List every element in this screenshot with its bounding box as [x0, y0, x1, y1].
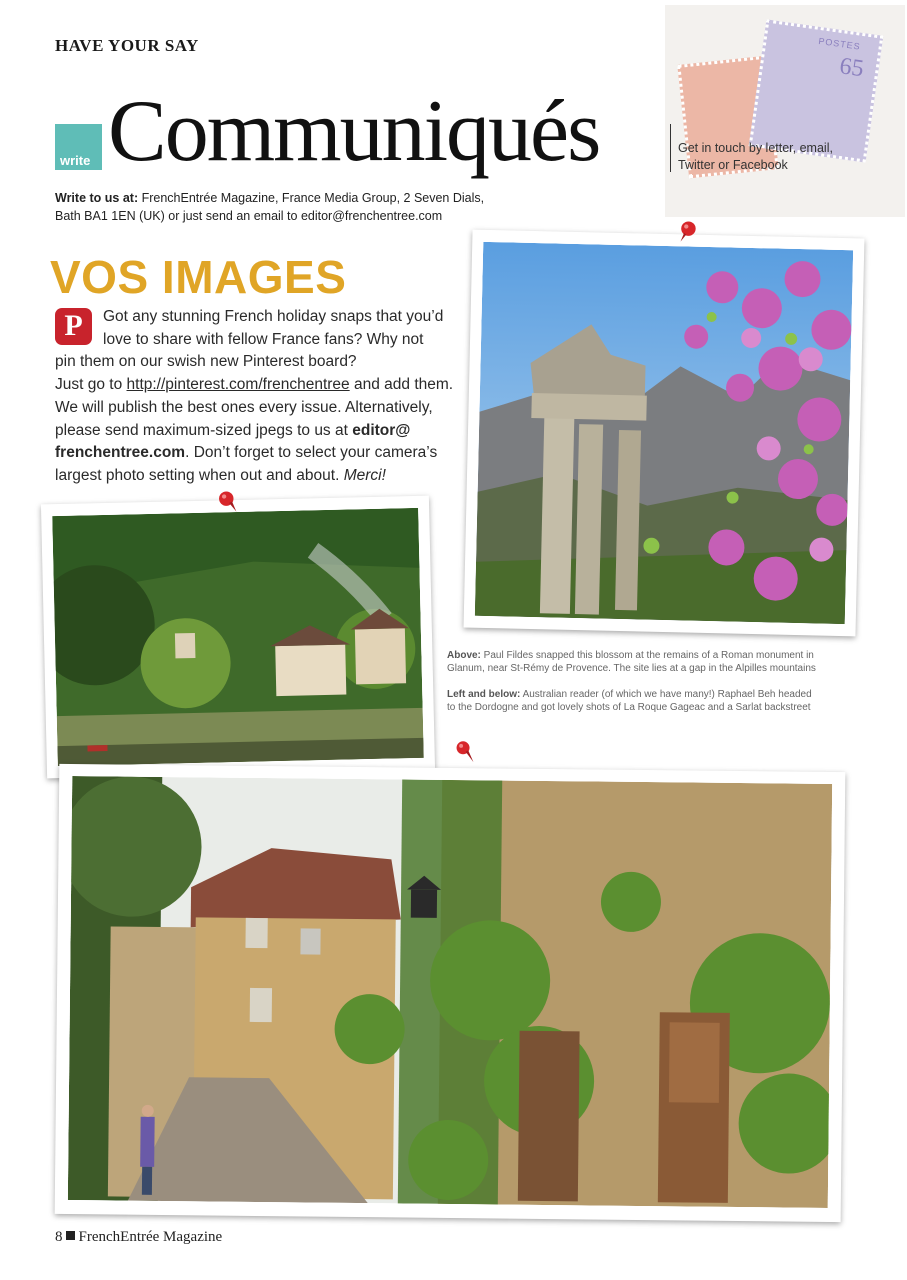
write-badge-label: write — [60, 153, 91, 168]
pushpin-icon — [674, 220, 700, 246]
body-line — [55, 442, 445, 465]
page-number: 8 — [55, 1229, 63, 1245]
write-badge — [55, 124, 102, 170]
address-line2: Bath BA1 1EN (UK) or just send an email to editor@frenchentree.com — [55, 209, 443, 223]
body-text: Just go to — [55, 376, 127, 394]
caption-left-below — [447, 688, 847, 714]
caption-left-label: Left and below: — [447, 689, 521, 700]
tagline: Get in touch by letter, email, Twitter or Facebook — [678, 141, 833, 172]
photo-ruins — [475, 242, 853, 624]
photo-ruins-frame — [464, 230, 865, 637]
magazine-name: FrenchEntrée Magazine — [78, 1229, 223, 1245]
body-text: and add them. — [349, 376, 454, 394]
body-line — [55, 465, 445, 488]
caption-above-text-2: Glanum, near St-Rémy de Provence. The site lies at a gap in the Alpilles mountains — [447, 663, 816, 674]
article-body — [55, 306, 454, 488]
body-line: We will publish the best ones every issue. Alternatively, — [55, 398, 433, 416]
stamp-top-text: POSTES — [817, 35, 862, 52]
body-line — [55, 374, 454, 397]
caption-left-text: Australian reader (of which we have many!) Raphael Beh headed — [520, 689, 812, 700]
body-line — [55, 420, 445, 443]
caption-left-text-2: to the Dordogne and got lovely shots of La Roque Gageac and a Sarlat backstreet — [447, 702, 811, 713]
title-divider — [670, 124, 671, 172]
pushpin-icon — [452, 740, 478, 766]
photo-sarlat-frame — [55, 764, 846, 1222]
merci-text: Merci! — [343, 466, 386, 484]
body-line: pin them on our swish new Pinterest board? — [55, 353, 357, 371]
body-line: Got any stunning French holiday snaps that you’d — [103, 308, 444, 325]
body-text: largest photo setting when out and about. — [55, 466, 344, 484]
stamp-denomination: 65 — [837, 53, 866, 83]
email-part1: editor@ — [352, 421, 411, 439]
caption-above — [447, 649, 847, 675]
caption-above-label: Above: — [447, 650, 481, 661]
page-title: Communiqués — [108, 83, 600, 180]
body-text: . Don’t forget to select your camera’s — [185, 444, 438, 462]
pinterest-glyph: P — [64, 309, 83, 342]
footer-square-icon — [66, 1231, 75, 1240]
photo-roque-gageac — [52, 508, 424, 766]
article-headline: VOS IMAGES — [50, 251, 347, 303]
photo-roque-gageac-frame — [41, 496, 435, 779]
address-label: Write to us at: — [55, 191, 139, 205]
caption-above-text: Paul Fildes snapped this blossom at the remains of a Roman monument in — [480, 650, 814, 661]
email-part2: frenchentree.com — [55, 444, 186, 462]
contact-address — [55, 189, 505, 225]
pinterest-link[interactable]: http://pinterest.com/frenchentree — [126, 376, 350, 394]
pushpin-icon — [214, 490, 240, 516]
body-line: love to share with fellow France fans? Why not — [103, 330, 424, 348]
section-label: HAVE YOUR SAY — [55, 36, 199, 55]
address-line1: FrenchEntrée Magazine, France Media Group, 2 Seven Dials, — [138, 191, 485, 205]
photo-sarlat — [68, 776, 832, 1208]
body-text: please send maximum-sized jpegs to us at — [55, 421, 353, 439]
postage-stamps-image — [665, 5, 905, 217]
page-footer — [55, 1229, 222, 1246]
